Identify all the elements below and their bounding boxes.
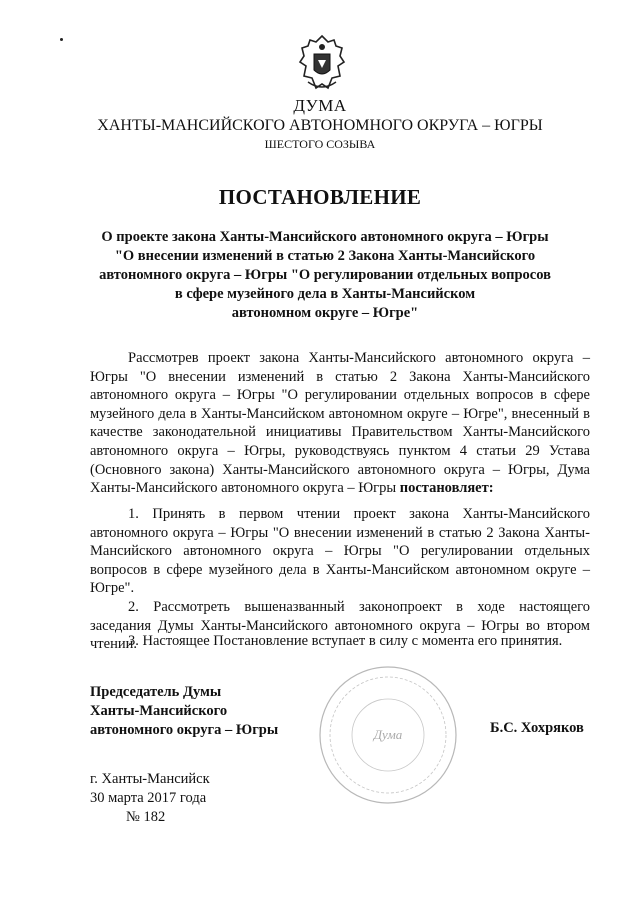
position-line: автономного округа – Югры (90, 722, 279, 738)
org-region: ХАНТЫ-МАНСИЙСКОГО АВТОНОМНОГО ОКРУГА – ЮГРЫ (97, 117, 543, 134)
position-line: Председатель Думы (90, 684, 222, 700)
resolution-item-2: 2. Рассмотреть вышеназванный законопроект в ходе настоящего заседания Думы Ханты-Мансийского автономного округа – Югры во втором чтении. (90, 599, 590, 653)
convocation: ШЕСТОГО СОЗЫВА (264, 137, 376, 151)
subject-line: "О внесении изменений в статью 2 Закона Ханты-Мансийского (114, 248, 536, 264)
resolution-item-3: 3. Настоящее Постановление вступает в силу с момента его принятия. (128, 633, 563, 649)
scan-mark (60, 38, 63, 41)
subject-line: в сфере музейного дела в Ханты-Мансийском (174, 286, 476, 302)
subject-line: О проекте закона Ханты-Мансийского автономного округа – Югры (101, 229, 549, 245)
signer-name: Б.С. Хохряков (490, 720, 584, 736)
document-type-title: ПОСТАНОВЛЕНИЕ (218, 185, 422, 209)
subject-line: автономного округа – Югры "О регулировании отдельных вопросов (99, 267, 551, 283)
resolution-item-1: 1. Принять в первом чтении проект закона Ханты-Мансийского автономного округа – Югры "О внесении изменений в статью 2 Закона Ханты-Мансийского автономного округа – Югры "О регулировании отдельных вопросов в сфере музейного дела в Ханты-Мансийском автономном округе – Югре". (90, 506, 590, 597)
position-line: Ханты-Мансийского (90, 703, 228, 719)
org-name: ДУМА (293, 96, 347, 115)
official-seal-icon (315, 662, 461, 808)
document-footer (90, 770, 210, 827)
seal-text: Дума (373, 727, 403, 742)
document-number: № 182 (126, 809, 166, 825)
preamble-paragraph (90, 349, 590, 498)
document-subject (95, 228, 555, 323)
coat-of-arms-icon (298, 32, 346, 94)
preamble-decision: постановляет: (399, 480, 494, 497)
preamble-text: Рассмотрев проект закона Ханты-Мансийского автономного округа – Югры "О внесении изменений в статью 2 Закона Ханты-Мансийского автономного округа – Югры "О регулировании отдельных вопросов в сфере музейного дела в Ханты-Мансийском автономном округе – Югре", внесенный в качестве законодательной инициативы Правительством Ханты-Мансийского автономного округа – Югры, руководствуясь пунктом 4 статьи 29 Устава (Основного закона) Ханты-Мансийского автономного округа – Югры, Дума Ханты-Мансийского автономного округа – Югры (90, 350, 590, 497)
issue-date: 30 марта 2017 года (90, 790, 207, 806)
subject-line: автономном округе – Югре" (231, 305, 419, 321)
issue-place: г. Ханты-Мансийск (90, 771, 210, 787)
signatory-position (90, 683, 278, 740)
